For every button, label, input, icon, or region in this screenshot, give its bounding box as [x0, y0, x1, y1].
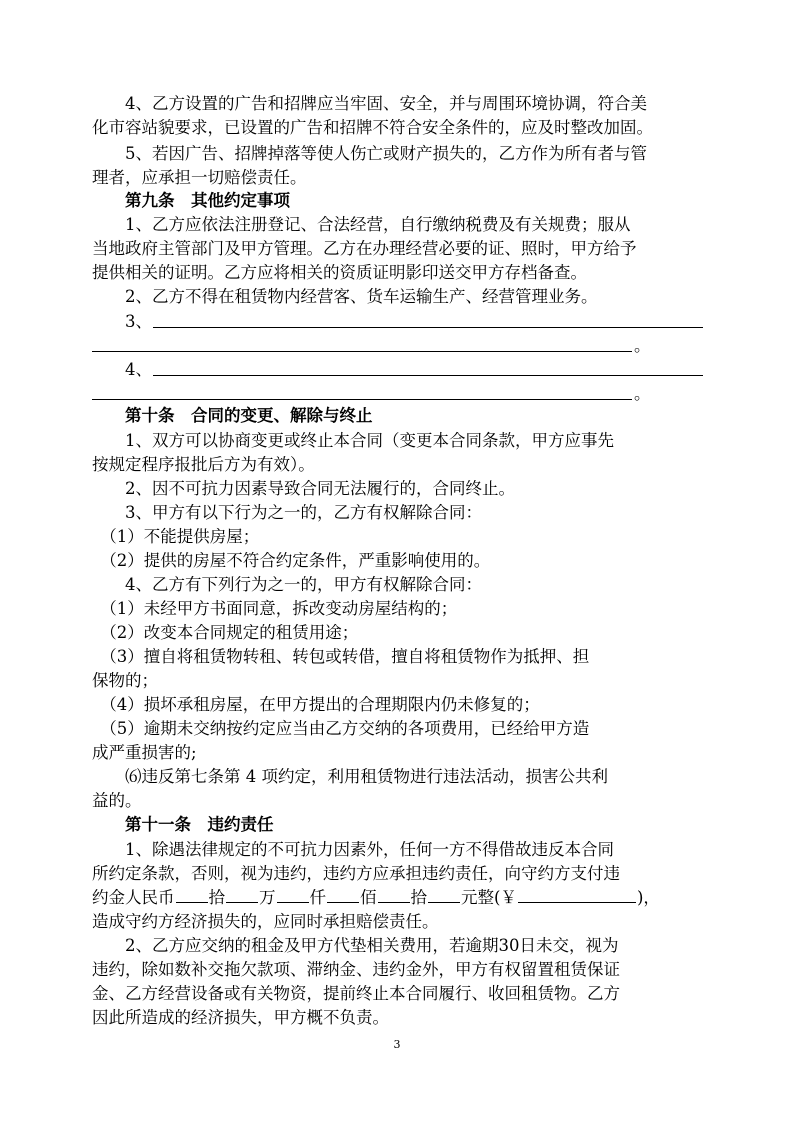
clause-8-4-line-1: 4、乙方设置的广告和招牌应当牢固、安全，并与周围环境协调，符合美 — [92, 94, 647, 113]
clause-10-4: 4、乙方有下列行为之一的，甲方有权解除合同： — [92, 575, 482, 594]
clause-10-4-item-3-line-2: 保物的； — [92, 671, 158, 690]
clause-11-2-line-2: 违约，除如数补交拖欠款项、滞纳金、违约金外，甲方有权留置租赁保证 — [92, 960, 620, 979]
clause-10-4-item-5-line-2: 成严重损害的; — [92, 743, 197, 762]
clause-11-2-line-4: 因此所造成的经济损失，甲方概不负责。 — [92, 1008, 389, 1027]
clause-9-3-blank-1 — [153, 327, 703, 328]
penalty-prefix: 约金人民币 — [92, 888, 175, 907]
clause-9-3-blank-2 — [92, 351, 632, 352]
clause-9-1-line-3: 提供相关的证明。乙方应将相关的资质证明影印送交甲方存档备查。 — [92, 263, 587, 282]
clause-8-5-line-2: 理者，应承担一切赔偿责任。 — [92, 168, 307, 187]
clause-10-3-item-2: （2）提供的房屋不符合约定条件，严重影响使用的。 — [92, 551, 491, 570]
penalty-unit-5: 拾 — [410, 888, 427, 907]
clause-10-4-item-6-line-2: 益的。 — [92, 791, 142, 810]
clause-8-5-line-1: 5、若因广告、招牌掉落等使人伤亡或财产损失的，乙方作为所有者与管 — [92, 144, 647, 163]
clause-10-3: 3、甲方有以下行为之一的，乙方有权解除合同： — [92, 503, 482, 522]
penalty-amount-blank — [518, 886, 636, 903]
clause-11-1-penalty-line — [92, 886, 660, 910]
clause-10-4-item-5-line-1: （5）逾期未交纳按约定应当由乙方交纳的各项费用，已经给甲方造 — [92, 719, 590, 738]
clause-9-1-line-1: 1、乙方应依法注册登记、合法经营，自行缴纳税费及有关规费；服从 — [92, 215, 631, 234]
penalty-blank-2 — [226, 886, 258, 903]
penalty-unit-2: 万 — [259, 888, 276, 907]
clause-9-3-label: 3、 — [92, 312, 152, 331]
clause-10-3-item-1: （1）不能提供房屋； — [92, 527, 260, 546]
clause-10-4-item-6-line-1: ⑹违反第七条第 4 项约定，利用租赁物进行违法活动，损害公共利 — [92, 767, 608, 786]
penalty-blank-3 — [277, 886, 309, 903]
clause-9-4-label: 4、 — [92, 360, 152, 379]
clause-11-2-line-3: 金、乙方经营设备或有关物资，提前终止本合同履行、收回租赁物。乙方 — [92, 984, 620, 1003]
clause-10-1-line-2: 按规定程序报批后方为有效）。 — [92, 455, 315, 474]
penalty-blank-1 — [176, 886, 208, 903]
clause-10-4-item-4: （4）损坏承租房屋，在甲方提出的合理期限内仍未修复的； — [92, 695, 540, 714]
clause-9-3-end: 。 — [634, 336, 651, 355]
article-9-heading: 第九条 其他约定事项 — [92, 191, 290, 210]
clause-11-1-line-1: 1、除遇法律规定的不可抗力因素外，任何一方不得借故违反本合同 — [92, 840, 614, 859]
clause-9-4-end: 。 — [634, 384, 651, 403]
clause-9-4-blank-2 — [92, 399, 632, 400]
clause-9-4-blank-1 — [153, 375, 703, 376]
clause-11-1-line-2: 所约定条款，否则，视为违约，违约方应承担违约责任，向守约方支付违 — [92, 864, 620, 883]
clause-11-2-line-1: 2、乙方应交纳的租金及甲方代垫相关费用，若逾期30日未交，视为 — [92, 936, 619, 955]
article-10-heading: 第十条 合同的变更、解除与终止 — [92, 406, 373, 425]
clause-9-1-line-2: 当地政府主管部门及甲方管理。乙方在办理经营必要的证、照时，甲方给予 — [92, 239, 637, 258]
clause-10-4-item-2: （2）改变本合同规定的租赁用途； — [92, 623, 359, 642]
clause-10-4-item-3-line-1: （3）擅自将租赁物转租、转包或转借，擅自将租赁物作为抵押、担 — [92, 647, 590, 666]
penalty-blank-5 — [378, 886, 410, 903]
clause-10-4-item-1: （1）未经甲方书面同意，拆改变动房屋结构的； — [92, 599, 458, 618]
clause-10-2: 2、因不可抗力因素导致合同无法履行的，合同终止。 — [92, 479, 515, 498]
penalty-blank-6 — [428, 886, 460, 903]
clause-9-2: 2、乙方不得在租赁物内经营客、货车运输生产、经营管理业务。 — [92, 287, 598, 306]
penalty-blank-4 — [327, 886, 359, 903]
penalty-unit-1: 拾 — [208, 888, 225, 907]
penalty-suffix: 元整(￥ — [461, 888, 517, 907]
article-11-heading: 第十一条 违约责任 — [92, 815, 274, 834]
clause-8-4-line-2: 化市容站貌要求，已设置的广告和招牌不符合安全条件的，应及时整改加固。 — [92, 118, 653, 137]
penalty-unit-3: 仟 — [309, 888, 326, 907]
clause-11-1-line-4: 造成守约方经济损失的，应同时承担赔偿责任。 — [92, 912, 439, 931]
penalty-unit-4: 佰 — [360, 888, 377, 907]
page-number: 3 — [393, 1038, 401, 1051]
clause-10-1-line-1: 1、双方可以协商变更或终止本合同（变更本合同条款，甲方应事先 — [92, 431, 614, 450]
penalty-close: )， — [636, 888, 660, 907]
